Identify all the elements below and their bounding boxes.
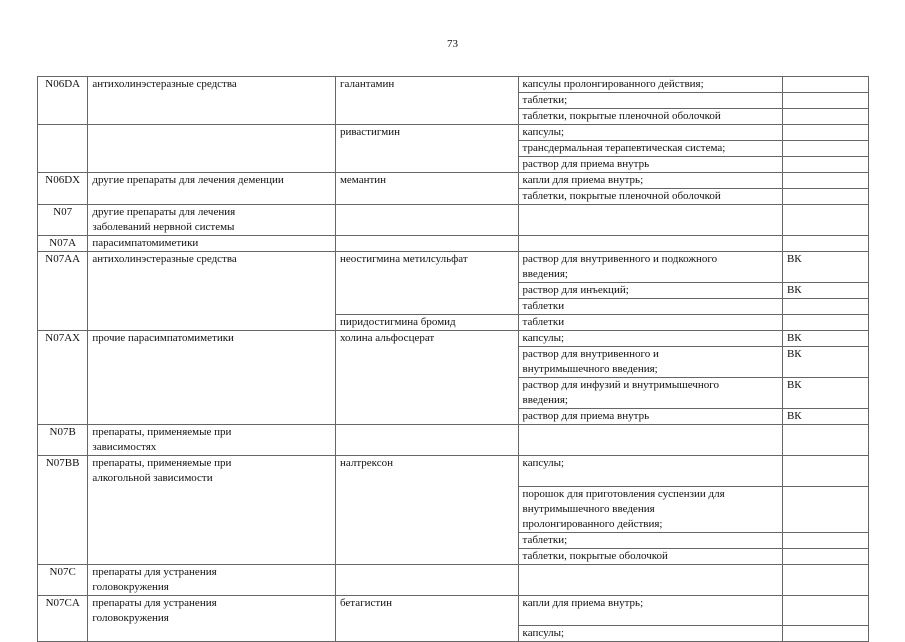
group-cell: [88, 157, 336, 173]
note-cell: [782, 173, 868, 189]
dosage-form-cell: [518, 205, 782, 236]
note-cell: [782, 109, 868, 125]
note-cell: ВК: [782, 331, 868, 347]
dosage-form-cell: капли для приема внутрь;: [518, 595, 782, 626]
table-row: [38, 141, 869, 157]
inn-cell: [335, 157, 518, 173]
group-cell: антихолинэстеразные средства: [88, 252, 336, 283]
inn-cell: [335, 347, 518, 378]
table-row: [38, 173, 869, 189]
dosage-form-cell: раствор для внутривенного и подкожного введения;: [518, 252, 782, 283]
table-row: [38, 315, 869, 331]
dosage-form-cell: трансдермальная терапевтическая система;: [518, 141, 782, 157]
inn-cell: [335, 626, 518, 642]
inn-cell: галантамин: [335, 77, 518, 93]
table-row: [38, 205, 869, 236]
dosage-form-cell: [518, 425, 782, 456]
dosage-form-cell: капсулы;: [518, 331, 782, 347]
table-row: [38, 347, 869, 378]
table-row: [38, 93, 869, 109]
inn-cell: [335, 532, 518, 548]
group-cell: [88, 532, 336, 548]
dosage-form-cell: раствор для инфузий и внутримышечного введения;: [518, 378, 782, 409]
dosage-form-cell: таблетки: [518, 299, 782, 315]
group-cell: [88, 189, 336, 205]
table-row: [38, 236, 869, 252]
group-cell: [88, 486, 336, 532]
inn-cell: неостигмина метилсульфат: [335, 252, 518, 283]
table-row: [38, 626, 869, 642]
note-cell: [782, 189, 868, 205]
inn-cell: [335, 109, 518, 125]
code-cell: N06DA: [38, 77, 88, 93]
code-cell: N07BB: [38, 456, 88, 487]
group-cell: [88, 315, 336, 331]
note-cell: ВК: [782, 252, 868, 283]
code-cell: [38, 347, 88, 378]
note-cell: [782, 141, 868, 157]
note-cell: [782, 532, 868, 548]
dosage-form-cell: таблетки, покрытые оболочкой: [518, 548, 782, 564]
dosage-form-cell: таблетки, покрытые пленочной оболочкой: [518, 109, 782, 125]
group-cell: [88, 93, 336, 109]
table-row: [38, 157, 869, 173]
note-cell: [782, 299, 868, 315]
table-row: [38, 564, 869, 595]
table-row: [38, 378, 869, 409]
dosage-form-cell: раствор для приема внутрь: [518, 409, 782, 425]
code-cell: N06DX: [38, 173, 88, 189]
table-row: [38, 189, 869, 205]
note-cell: [782, 626, 868, 642]
note-cell: ВК: [782, 283, 868, 299]
code-cell: N07AX: [38, 331, 88, 347]
inn-cell: [335, 189, 518, 205]
dosage-form-cell: капсулы;: [518, 125, 782, 141]
code-cell: [38, 141, 88, 157]
dosage-form-cell: таблетки: [518, 315, 782, 331]
inn-cell: [335, 236, 518, 252]
group-cell: [88, 548, 336, 564]
inn-cell: [335, 141, 518, 157]
code-cell: N07A: [38, 236, 88, 252]
note-cell: ВК: [782, 409, 868, 425]
table-row: [38, 456, 869, 487]
table-row: [38, 77, 869, 93]
dosage-form-cell: таблетки;: [518, 93, 782, 109]
inn-cell: [335, 409, 518, 425]
note-cell: [782, 486, 868, 532]
group-cell: [88, 125, 336, 141]
note-cell: ВК: [782, 378, 868, 409]
group-cell: [88, 626, 336, 642]
dosage-form-cell: капсулы;: [518, 626, 782, 642]
dosage-form-cell: порошок для приготовления суспензии для внутримышечного введения пролонгированного действия;: [518, 486, 782, 532]
group-cell: парасимпатомиметики: [88, 236, 336, 252]
dosage-form-cell: таблетки, покрытые пленочной оболочкой: [518, 189, 782, 205]
inn-cell: налтрексон: [335, 456, 518, 487]
code-cell: [38, 548, 88, 564]
inn-cell: ривастигмин: [335, 125, 518, 141]
group-cell: препараты, применяемые при зависимостях: [88, 425, 336, 456]
inn-cell: [335, 299, 518, 315]
code-cell: [38, 189, 88, 205]
code-cell: [38, 93, 88, 109]
code-cell: [38, 626, 88, 642]
dosage-form-cell: капли для приема внутрь;: [518, 173, 782, 189]
inn-cell: пиридостигмина бромид: [335, 315, 518, 331]
table-row: [38, 532, 869, 548]
dosage-form-cell: капсулы;: [518, 456, 782, 487]
group-cell: антихолинэстеразные средства: [88, 77, 336, 93]
dosage-form-cell: раствор для внутривенного и внутримышечного введения;: [518, 347, 782, 378]
table-row: [38, 252, 869, 283]
inn-cell: [335, 283, 518, 299]
group-cell: [88, 409, 336, 425]
table-row: [38, 109, 869, 125]
table-row: [38, 299, 869, 315]
note-cell: [782, 77, 868, 93]
group-cell: другие препараты для лечения заболеваний нервной системы: [88, 205, 336, 236]
dosage-form-cell: [518, 564, 782, 595]
dosage-form-cell: [518, 236, 782, 252]
inn-cell: [335, 548, 518, 564]
code-cell: [38, 125, 88, 141]
note-cell: [782, 93, 868, 109]
table-row: [38, 425, 869, 456]
inn-cell: [335, 486, 518, 532]
table-row: [38, 283, 869, 299]
note-cell: ВК: [782, 347, 868, 378]
dosage-form-cell: капсулы пролонгированного действия;: [518, 77, 782, 93]
note-cell: [782, 315, 868, 331]
group-cell: препараты, применяемые при алкогольной зависимости: [88, 456, 336, 487]
dosage-form-cell: раствор для инъекций;: [518, 283, 782, 299]
code-cell: N07C: [38, 564, 88, 595]
code-cell: [38, 409, 88, 425]
group-cell: [88, 347, 336, 378]
group-cell: препараты для устранения головокружения: [88, 595, 336, 626]
note-cell: [782, 595, 868, 626]
code-cell: [38, 109, 88, 125]
note-cell: [782, 205, 868, 236]
code-cell: [38, 283, 88, 299]
page-number: 73: [447, 38, 458, 50]
table-row: [38, 486, 869, 532]
code-cell: N07B: [38, 425, 88, 456]
note-cell: [782, 157, 868, 173]
group-cell: [88, 378, 336, 409]
group-cell: [88, 141, 336, 157]
drug-classification-table: [37, 76, 869, 642]
dosage-form-cell: раствор для приема внутрь: [518, 157, 782, 173]
group-cell: другие препараты для лечения деменции: [88, 173, 336, 189]
table-row: [38, 548, 869, 564]
inn-cell: холина альфосцерат: [335, 331, 518, 347]
group-cell: прочие парасимпатомиметики: [88, 331, 336, 347]
dosage-form-cell: таблетки;: [518, 532, 782, 548]
inn-cell: [335, 564, 518, 595]
group-cell: [88, 283, 336, 299]
code-cell: N07: [38, 205, 88, 236]
note-cell: [782, 456, 868, 487]
table-row: [38, 409, 869, 425]
note-cell: [782, 125, 868, 141]
note-cell: [782, 425, 868, 456]
group-cell: препараты для устранения головокружения: [88, 564, 336, 595]
code-cell: [38, 532, 88, 548]
inn-cell: [335, 425, 518, 456]
note-cell: [782, 236, 868, 252]
code-cell: [38, 299, 88, 315]
group-cell: [88, 109, 336, 125]
inn-cell: [335, 93, 518, 109]
group-cell: [88, 299, 336, 315]
code-cell: N07CA: [38, 595, 88, 626]
code-cell: [38, 486, 88, 532]
code-cell: [38, 315, 88, 331]
inn-cell: [335, 378, 518, 409]
note-cell: [782, 548, 868, 564]
code-cell: [38, 157, 88, 173]
inn-cell: мемантин: [335, 173, 518, 189]
table-body: [38, 77, 869, 642]
table-row: [38, 595, 869, 626]
inn-cell: бетагистин: [335, 595, 518, 626]
note-cell: [782, 564, 868, 595]
table-row: [38, 125, 869, 141]
code-cell: [38, 378, 88, 409]
table-row: [38, 331, 869, 347]
code-cell: N07AA: [38, 252, 88, 283]
inn-cell: [335, 205, 518, 236]
